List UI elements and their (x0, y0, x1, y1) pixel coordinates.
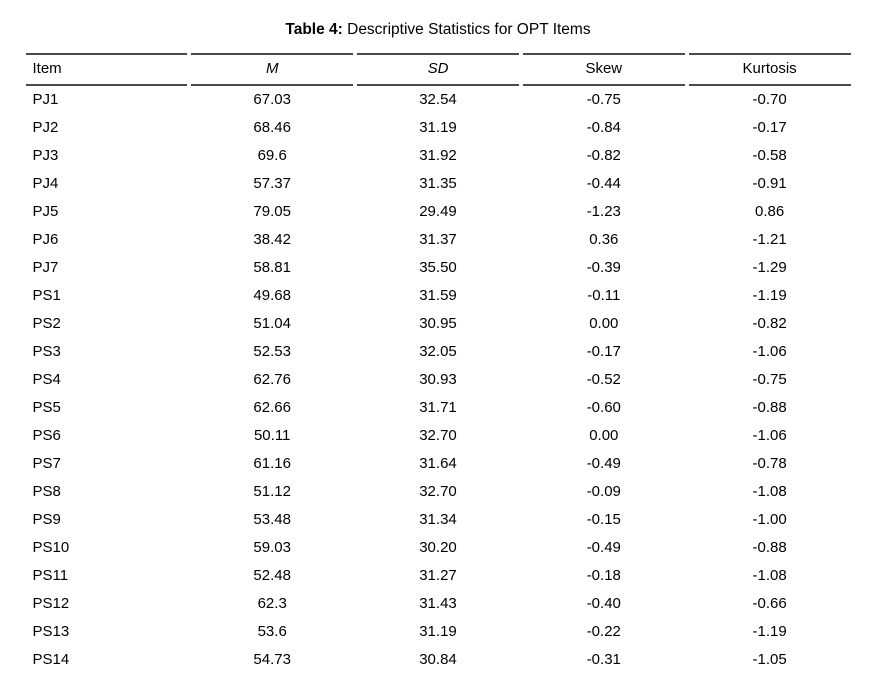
table-row (26, 590, 851, 618)
table-row (26, 450, 851, 478)
item-cell: PS5 (32, 399, 61, 416)
table-row (26, 86, 851, 114)
column-header-item: Item (26, 53, 188, 86)
table-row (26, 310, 851, 338)
item-cell: PJ2 (32, 119, 59, 136)
table-row (26, 366, 851, 394)
value-cell: 32.54 (419, 91, 457, 108)
item-cell: PS2 (32, 315, 61, 332)
value-cell: 30.93 (419, 371, 457, 388)
table-row (26, 114, 851, 142)
table-row (26, 226, 851, 254)
value-cell: 49.68 (253, 287, 291, 304)
value-cell: 53.6 (257, 623, 287, 640)
column-header-sd: SD (357, 53, 519, 86)
value-cell: -0.17 (752, 119, 787, 136)
item-cell: PS12 (32, 595, 70, 612)
item-cell: PS6 (32, 427, 61, 444)
table-row (26, 618, 851, 646)
value-cell: -1.29 (752, 259, 787, 276)
value-cell: -0.88 (752, 399, 787, 416)
value-cell: -0.78 (752, 455, 787, 472)
value-cell: 31.19 (419, 119, 457, 136)
value-cell: 62.3 (257, 595, 287, 612)
column-header-skew: Skew (523, 53, 685, 86)
value-cell: 30.84 (419, 651, 457, 668)
table-header-row (26, 53, 851, 86)
table-row (26, 478, 851, 506)
item-cell: PS14 (32, 651, 70, 668)
value-cell: 67.03 (253, 91, 291, 108)
value-cell: 62.76 (253, 371, 291, 388)
value-cell: 30.95 (419, 315, 457, 332)
value-cell: 61.16 (253, 455, 291, 472)
value-cell: -1.21 (752, 231, 787, 248)
item-cell: PS8 (32, 483, 61, 500)
table-row (26, 198, 851, 226)
value-cell: -1.05 (752, 651, 787, 668)
table-caption-text: Descriptive Statistics for OPT Items (342, 21, 591, 38)
value-cell: 0.36 (589, 231, 619, 248)
value-cell: -0.09 (586, 483, 621, 500)
table-body (26, 86, 851, 674)
table-row (26, 254, 851, 282)
item-cell: PJ3 (32, 147, 59, 164)
value-cell: -0.18 (586, 567, 621, 584)
value-cell: -0.91 (752, 175, 787, 192)
value-cell: 35.50 (419, 259, 457, 276)
value-cell: -0.52 (586, 371, 621, 388)
value-cell: 31.35 (419, 175, 457, 192)
value-cell: 54.73 (253, 651, 291, 668)
value-cell: 51.04 (253, 315, 291, 332)
value-cell: -1.19 (752, 287, 787, 304)
value-cell: 38.42 (253, 231, 291, 248)
value-cell: 31.64 (419, 455, 457, 472)
value-cell: -0.84 (586, 119, 621, 136)
table-row (26, 422, 851, 450)
column-header-m: M (191, 53, 353, 86)
item-cell: PS1 (32, 287, 61, 304)
value-cell: -0.11 (587, 287, 621, 304)
table-row (26, 170, 851, 198)
value-cell: -0.49 (586, 455, 621, 472)
value-cell: -0.31 (586, 651, 621, 668)
value-cell: 32.70 (419, 427, 457, 444)
value-cell: -1.08 (752, 483, 787, 500)
table-row (26, 282, 851, 310)
value-cell: 59.03 (253, 539, 291, 556)
value-cell: -0.39 (586, 259, 621, 276)
value-cell: 52.53 (253, 343, 291, 360)
item-cell: PJ7 (32, 259, 59, 276)
value-cell: -0.88 (752, 539, 787, 556)
table-header (26, 53, 851, 86)
value-cell: -1.08 (752, 567, 787, 584)
value-cell: 32.70 (419, 483, 457, 500)
value-cell: 31.37 (419, 231, 457, 248)
item-cell: PS4 (32, 371, 61, 388)
value-cell: 30.20 (419, 539, 457, 556)
table-caption-label: Table 4: (285, 21, 343, 38)
value-cell: -0.75 (752, 371, 787, 388)
table-row (26, 646, 851, 674)
value-cell: -0.82 (586, 147, 621, 164)
value-cell: 31.27 (419, 567, 457, 584)
value-cell: -0.15 (586, 511, 621, 528)
value-cell: 57.37 (253, 175, 291, 192)
item-cell: PS13 (32, 623, 70, 640)
item-cell: PJ4 (32, 175, 59, 192)
value-cell: 0.86 (754, 203, 785, 220)
value-cell: 31.71 (419, 399, 457, 416)
value-cell: 68.46 (253, 119, 291, 136)
table-row (26, 506, 851, 534)
value-cell: 58.81 (253, 259, 291, 276)
table-row (26, 394, 851, 422)
value-cell: -0.75 (586, 91, 621, 108)
value-cell: -1.06 (752, 427, 787, 444)
table-row (26, 534, 851, 562)
value-cell: -1.23 (586, 203, 621, 220)
value-cell: 52.48 (253, 567, 291, 584)
descriptive-statistics-table (22, 53, 855, 674)
value-cell: 79.05 (253, 203, 291, 220)
value-cell: 62.66 (253, 399, 291, 416)
value-cell: 31.19 (419, 623, 457, 640)
value-cell: 51.12 (253, 483, 291, 500)
value-cell: 31.59 (419, 287, 457, 304)
table-row (26, 562, 851, 590)
value-cell: -0.44 (586, 175, 621, 192)
item-cell: PJ6 (32, 231, 59, 248)
value-cell: 31.92 (419, 147, 457, 164)
value-cell: 0.00 (589, 427, 619, 444)
value-cell: -1.19 (752, 623, 787, 640)
item-cell: PS9 (32, 511, 61, 528)
value-cell: -0.58 (752, 147, 787, 164)
item-cell: PS7 (32, 455, 61, 472)
item-cell: PJ1 (32, 91, 59, 108)
value-cell: -0.22 (586, 623, 621, 640)
value-cell: 31.43 (419, 595, 457, 612)
item-cell: PS10 (32, 539, 70, 556)
item-cell: PS3 (32, 343, 61, 360)
table-row (26, 142, 851, 170)
value-cell: -0.82 (752, 315, 787, 332)
value-cell: 32.05 (419, 343, 457, 360)
value-cell: -0.60 (586, 399, 621, 416)
item-cell: PS11 (32, 567, 69, 584)
value-cell: -0.40 (586, 595, 621, 612)
value-cell: -0.70 (752, 91, 787, 108)
value-cell: -1.06 (752, 343, 787, 360)
table-row (26, 338, 851, 366)
table-caption (0, 0, 876, 40)
value-cell: -0.66 (752, 595, 787, 612)
item-cell: PJ5 (32, 203, 59, 220)
value-cell: -0.17 (586, 343, 621, 360)
value-cell: 31.34 (419, 511, 457, 528)
value-cell: 50.11 (253, 427, 291, 444)
value-cell: 29.49 (419, 203, 457, 220)
column-header-kurtosis: Kurtosis (689, 53, 851, 86)
value-cell: 0.00 (589, 315, 619, 332)
value-cell: -0.49 (586, 539, 621, 556)
value-cell: 69.6 (257, 147, 287, 164)
value-cell: -1.00 (752, 511, 787, 528)
value-cell: 53.48 (253, 511, 291, 528)
